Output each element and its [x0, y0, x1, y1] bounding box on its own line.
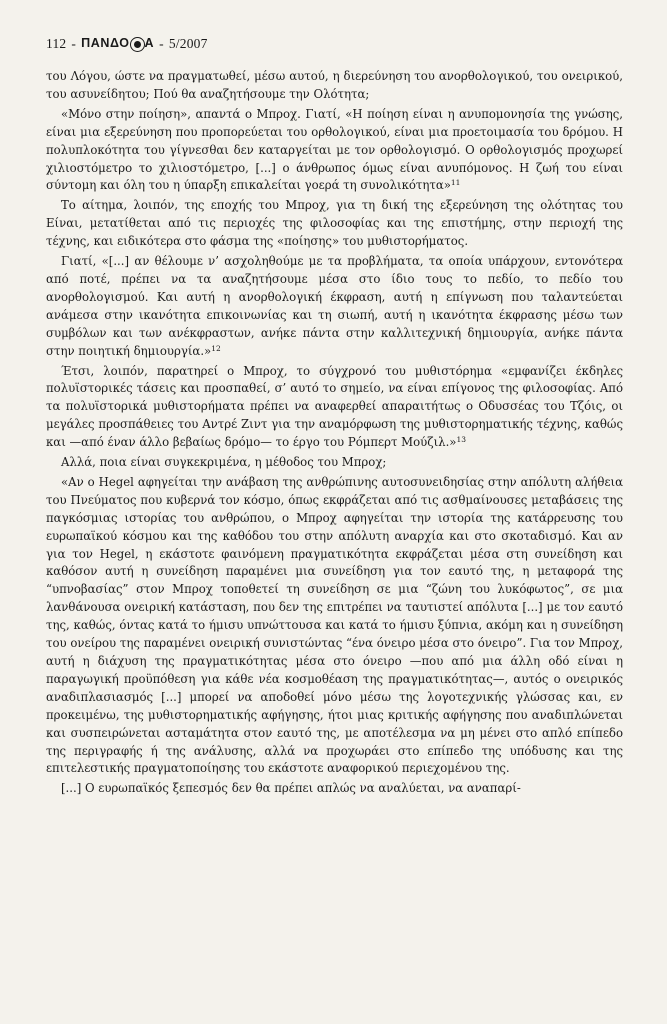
- paragraph: Έτσι, λοιπόν, παρατηρεί ο Μπροχ, το σύγχρονό του μυθιστόρημα «εμφανίζει έκδηλες πολυϊστορικές τάσεις και προσπαθεί, σ’ αυτό το σημείο, να είναι επίγονος της φιλοσοφίας. Από τα πολυϊστορικά μυθιστορήματα πρέπει να αναφερθεί απαραιτήτως ο Οδυσσέας του Τζόις, οι μεγάλες προσπάθειες του Αντρέ Ζιντ για την αναμόρφωση της μυθιστορηματικής τέχνης, καθώς και —από έναν άλλο βεβαίως δρόμο— το έργο του Ρόμπερτ Μούζιλ.»$^{13}$: [46, 363, 623, 450]
- running-header: [46, 36, 623, 52]
- header-separator: -: [71, 36, 77, 51]
- paragraph: [...] Ο ευρωπαϊκός ξεπεσμός δεν θα πρέπει απλώς να αναλύεται, να αναπαρί-: [61, 781, 521, 796]
- header-separator-2: -: [159, 36, 164, 51]
- body-text: [46, 68, 623, 798]
- paragraph: «Αν ο Hegel αφηγείται την ανάβαση της ανθρώπινης αυτοσυνειδησίας στην απόλυτη αλήθεια του Πνεύματος που κυβερνά τον κόσμο, όπως εκφράζεται από τις ασθμαίνουσες μεταβάσεις της παγκόσμιας ιστορίας του ανθρώπου, ο Μπροχ αφηγείται την ιστορία της κατάρρευσης του ευρωπαϊκού κόσμου και της καθόδου του στην απόλυτη αναρχία και στο σκοταδισμό. Και αν για τον Hegel, η εκάστοτε φαινόμενη πραγματικότητα εκφράζεται μέσα στη συνείδηση και καθόσον αυτή η συνείδηση παραμένει μια συνείδηση για τον εαυτό της, η μεταφορά της “υπνοβασίας” στον Μπροχ τοποθετεί τη συνείδηση σε μια “ζώνη του λυκόφωτος”, σε μια λανθάνουσα ονειρική κατάσταση, που δεν της επιτρέπει να ταυτιστεί απόλυτα [...] με τον εαυτό της, καθώς, όντας κατά το ήμισυ υπνώττουσα και κατά το ήμισυ ξύπνια, ακόμη και η συνείδηση του ονείρου της παραμένει ονειρική συνιστώντας “ένα όνειρο μέσα στο όνειρο”. Για τον Μπροχ, αυτή η διάχυση της πραγματικότητας μέσα στο όνειρο —που από μια άλλη οδό είναι η παραγωγική προϋπόθεση για κάθε νέα κοσμοθέαση της πραγματικότητας—, αυτός ο ονειρικός αναδιπλασιασμός [...] μπορεί να αποδοθεί μόνο μέσω της λογοτεχνικής γλώσσας και, εν προκειμένω, της μυθιστορηματικής αφήγησης, ήτοι μιας κριτικής αφήγησης που αναδιπλώνεται και συσπειρώνεται ασταμάτητα στον εαυτό της, με αποτέλεσμα να μη μένει στο απλό επίπεδο της περιγραφής ή της ανάλυσης, αλλά να προχωράει στο επίπεδο της υπόδυσης και της επιτελεστικής πραγματοποίησης του εκάστοτε αναφορικού περιεχομένου της.: [46, 474, 623, 776]
- journal-title-left: ΠΑΝΔΟ: [81, 36, 130, 51]
- paragraph: Αλλά, ποια είναι συγκεκριμένα, η μέθοδος του Μπροχ;: [61, 455, 387, 470]
- pandora-logo-icon: [130, 37, 145, 52]
- journal-title: [81, 36, 154, 51]
- issue-number: 5/2007: [168, 36, 208, 51]
- paragraph: Το αίτημα, λοιπόν, της εποχής του Μπροχ, για τη δική της εξερεύνηση της ολότητας του Είναι, μετατίθεται από τις περιοχές της φιλοσοφίας και της επιστήμης, στην περιοχή της τέχνης, και ειδικότερα στο φάσμα της «ποίησης» του μυθιστορήματος.: [46, 198, 623, 249]
- journal-title-right: Α: [144, 36, 155, 51]
- footnote-ref: 11: [450, 178, 461, 188]
- paragraph: του Λόγου, ώστε να πραγματωθεί, μέσω αυτού, η διερεύνηση του ανορθολογικού, του ονειρικού, του ασυνείδητου; Πού θα αναζητήσουμε την Ολότητα;: [46, 69, 623, 101]
- paragraph: Γιατί, «[...] αν θέλουμε ν’ ασχοληθούμε με τα προβλήματα, τα οποία υπάρχουν, εντονότερα από ποτέ, πρέπει να τα αναζητήσουμε μέσα στο ίδιο τους το πεδίο, το πεδίο του ανορθολογισμού. Και αυτή η ανορθολογική έκφραση, αυτή η επίγνωση που ταλαντεύεται ανάμεσα στην ικανότητα επικοινωνίας και τη σιωπή, αυτή η ικανότητα έκφρασης μέσω των συμβόλων και των ανέκφραστων, ανήκε πάντα στην καλλιτεχνική δημιουργία, ανήκε πάντα στην ποιητική δημιουργία.»$^{12}$: [46, 254, 623, 358]
- footnote-ref: 12: [211, 343, 221, 353]
- paragraph: «Μόνο στην ποίηση», απαντά ο Μπροχ. Γιατί, «Η ποίηση είναι η ανυπομονησία της γνώσης, είναι μια εξερεύνηση που προπορεύεται του ορθολογικού, είναι μια προετοιμασία του δρόμου. Η πολυπλοκότητα του γίγνεσθαι δεν καταργείται με τον ορθολογισμό. Ο ορθολογισμός προχωρεί χιλιοστόμετρο το χιλιοστόμετρο, [...] ο άνθρωπος όμως είναι ανυπόμονος. Η ζωή του είναι σύντομη και όλη του η ύπαρξη επικαλείται γοερά τη συνολικότητα»$^{11}$: [46, 106, 623, 193]
- page-number: 112: [46, 36, 67, 51]
- footnote-ref: 13: [456, 435, 466, 445]
